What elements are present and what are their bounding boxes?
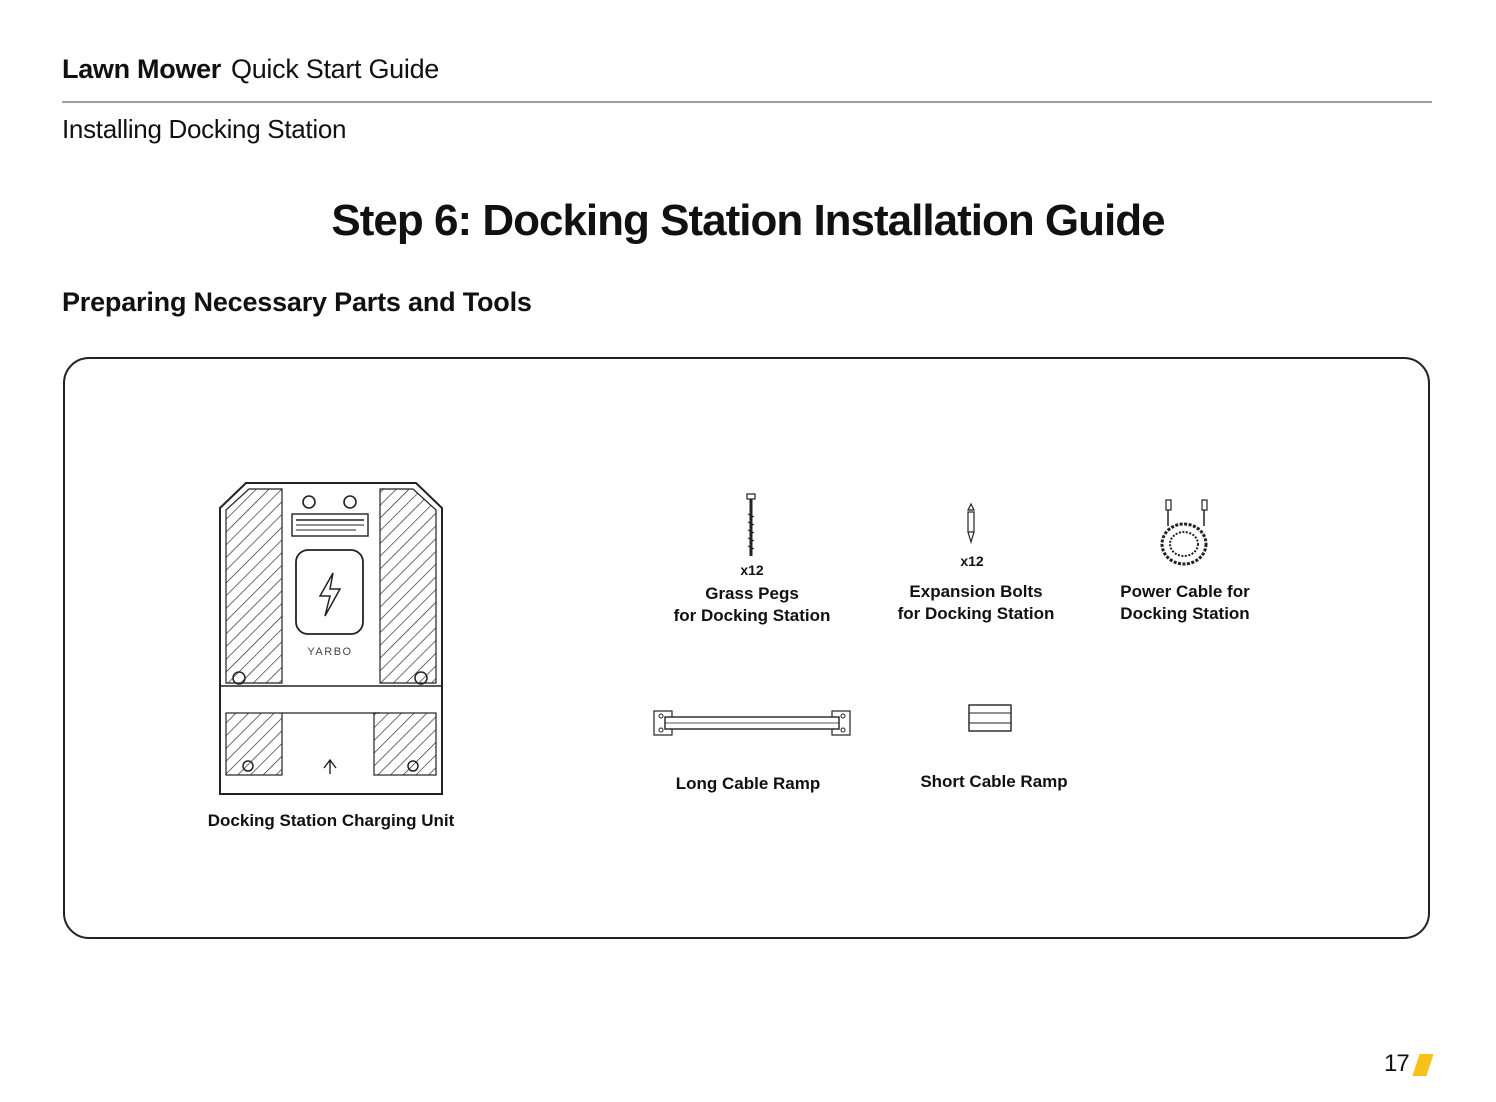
page-title: Step 6: Docking Station Installation Guide [331, 196, 1165, 245]
short-cable-ramp-icon [968, 704, 1012, 732]
page-number: 17 [1384, 1050, 1409, 1077]
power-cable-icon [1156, 500, 1216, 570]
charging-unit-logo: YARBO [307, 646, 353, 658]
section-label: Installing Docking Station [62, 114, 347, 144]
grass-pegs-quantity: x12 [740, 562, 764, 578]
long-cable-ramp-label: Long Cable Ramp [675, 774, 821, 793]
short-cable-ramp-label: Short Cable Ramp [920, 772, 1068, 791]
charging-unit-illustration [216, 478, 446, 800]
subheading: Preparing Necessary Parts and Tools [62, 287, 532, 317]
charging-unit-label: Docking Station Charging Unit [207, 811, 455, 830]
page-accent-mark [1412, 1054, 1433, 1076]
guide-title: Quick Start Guide [231, 54, 440, 84]
grass-pegs-label: Grass Pegs for Docking Station [673, 584, 831, 625]
brand-name: Lawn Mower [62, 54, 222, 84]
document-header [62, 54, 439, 85]
long-cable-ramp-icon [653, 708, 851, 738]
expansion-bolts-label: Expansion Bolts for Docking Station [897, 582, 1055, 623]
power-cable-label: Power Cable for Docking Station [1120, 582, 1250, 623]
expansion-bolts-quantity: x12 [960, 553, 984, 569]
expansion-bolt-icon [964, 504, 978, 546]
grass-peg-icon [744, 494, 758, 560]
header-divider [62, 101, 1432, 103]
